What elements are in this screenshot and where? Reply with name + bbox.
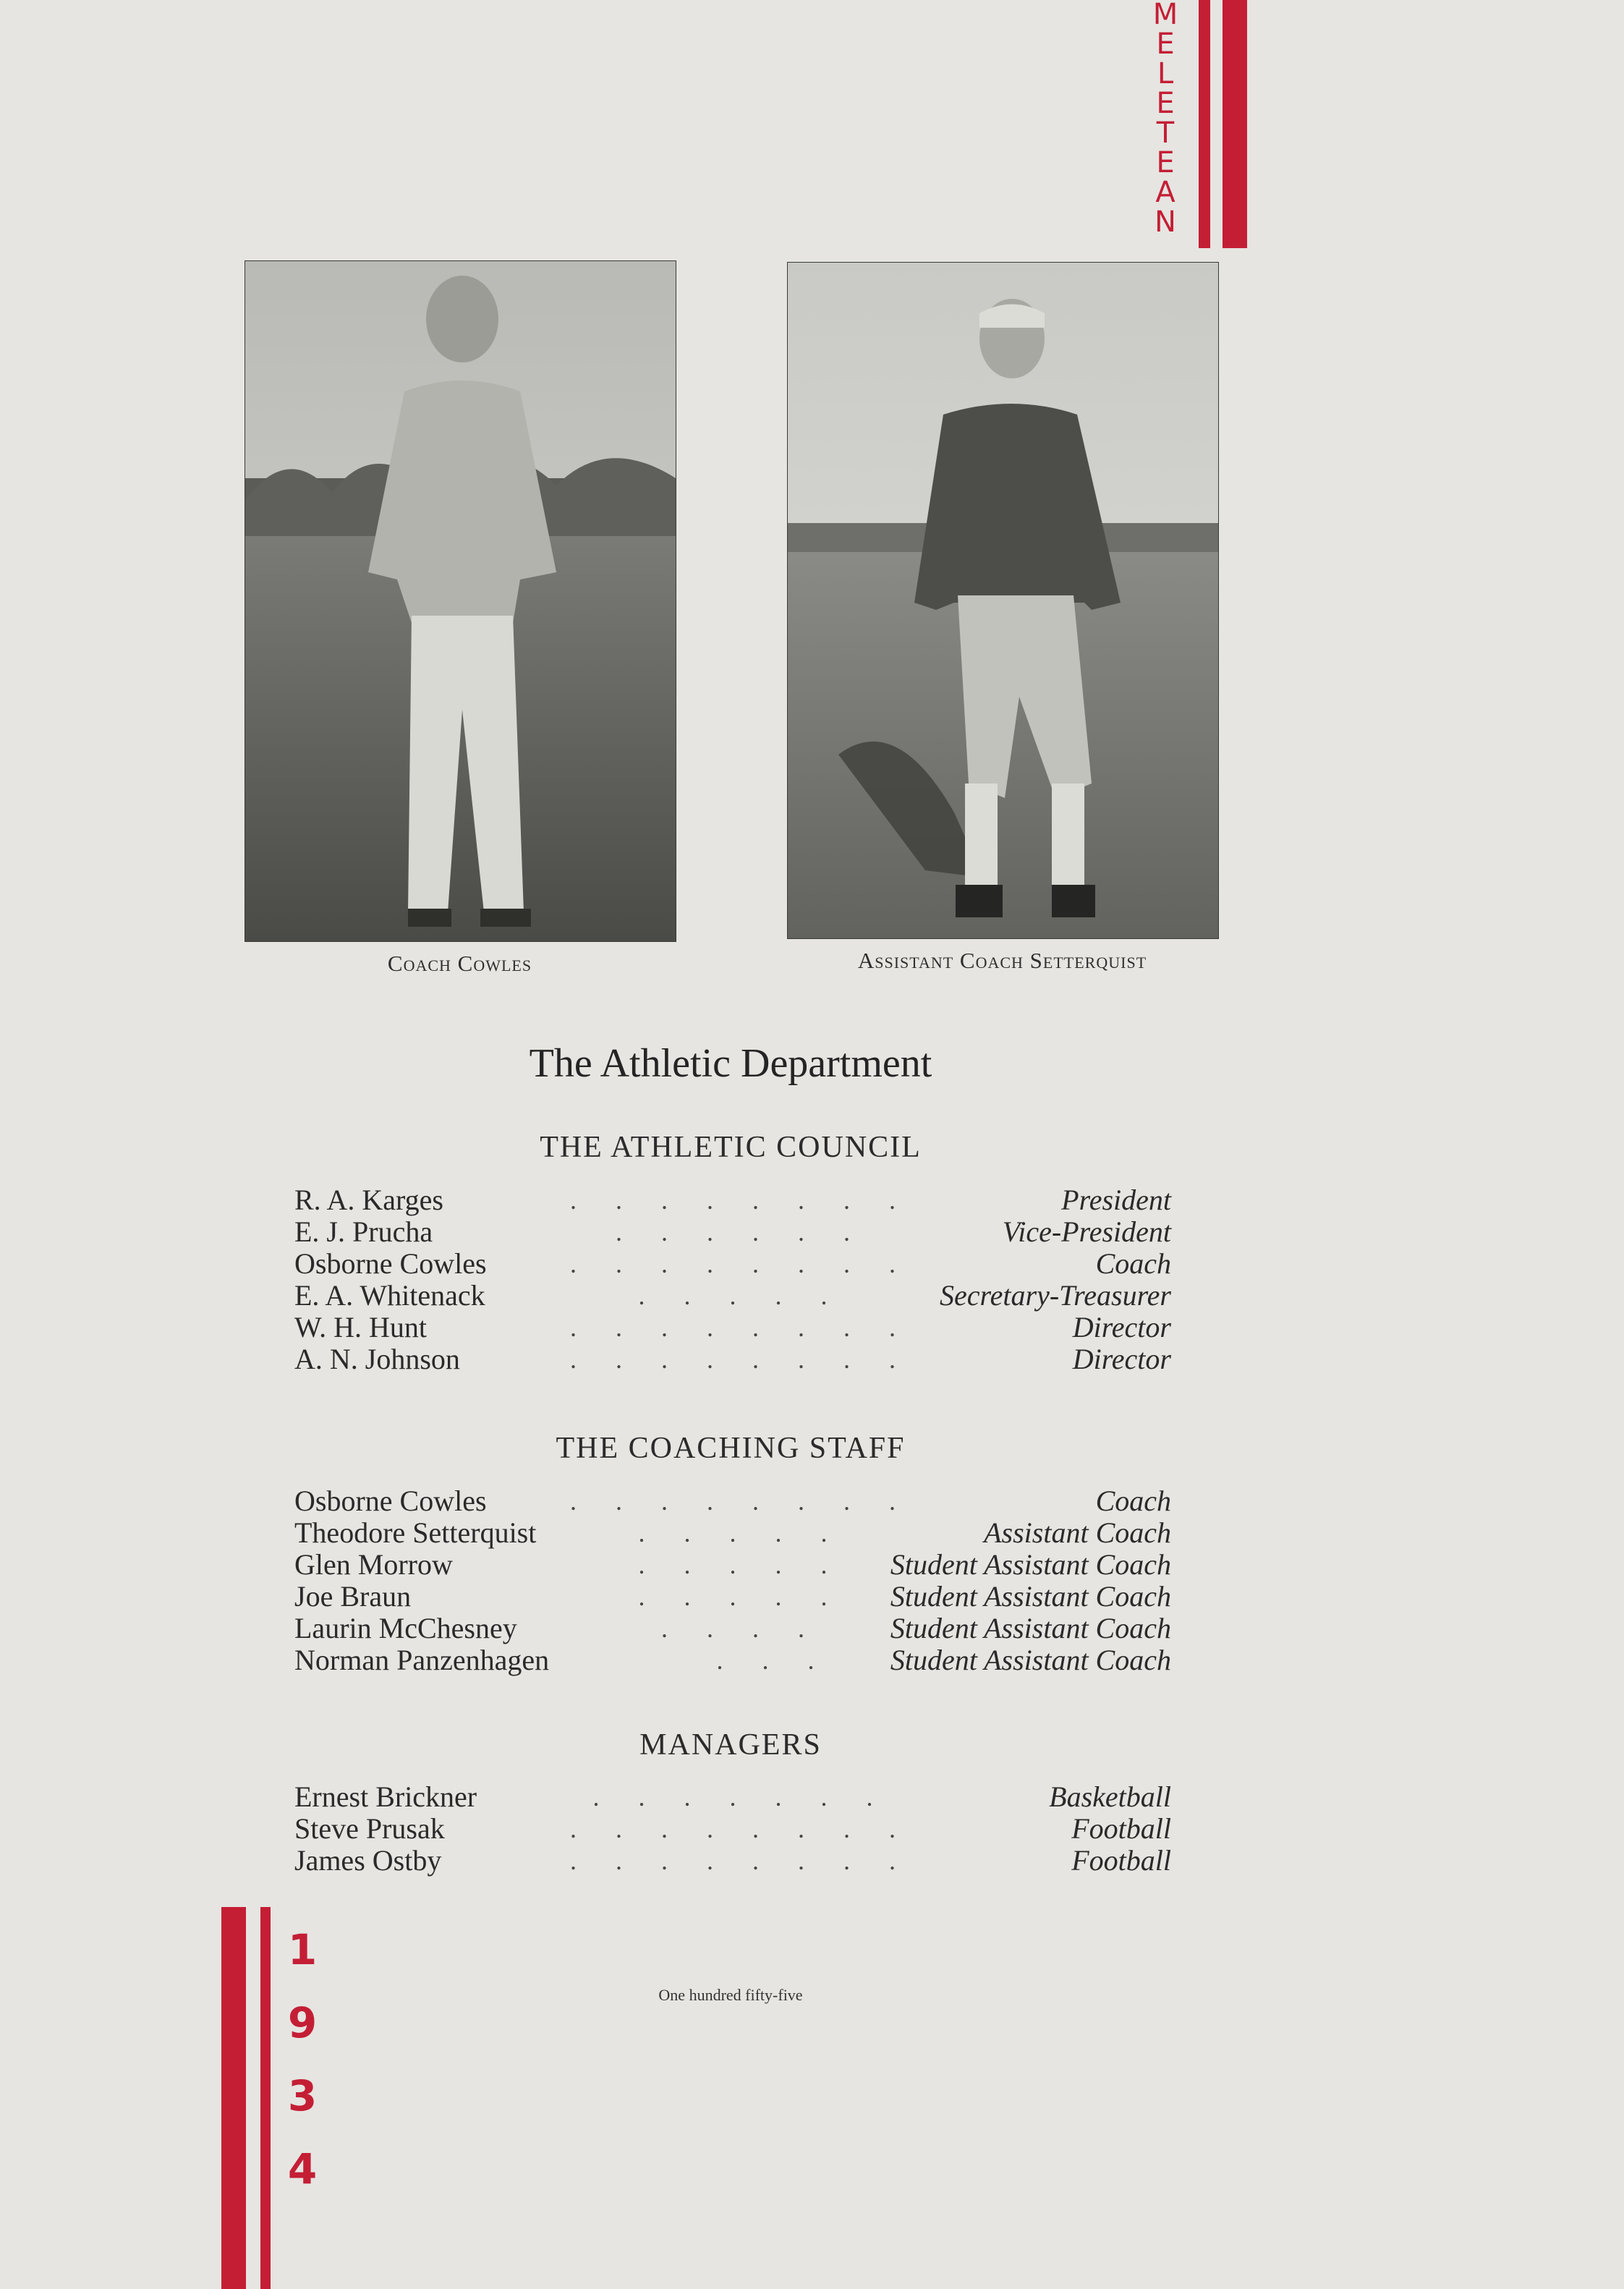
member-name: Glen Morrow xyxy=(294,1548,453,1581)
leader-dots: . . . . . . . . xyxy=(570,1345,896,1374)
member-role: President xyxy=(1061,1184,1171,1216)
member-role: Student Assistant Coach xyxy=(890,1644,1171,1676)
banner-letter: E xyxy=(1156,146,1175,179)
member-name: R. A. Karges xyxy=(294,1184,443,1216)
member-name: A. N. Johnson xyxy=(294,1343,460,1375)
leader-dots: . . . . . . . . xyxy=(570,1313,896,1342)
page-number: One hundred fifty-five xyxy=(658,1986,803,2004)
coach-cowles-photo xyxy=(245,260,676,942)
banner-letter: N xyxy=(1155,205,1176,239)
year-digit: 4 xyxy=(287,2144,318,2194)
page-title: The Athletic Department xyxy=(529,1041,932,1086)
member-role: Coach xyxy=(1095,1247,1171,1280)
list-item xyxy=(294,1845,1171,1877)
meletean-banner xyxy=(1151,0,1180,237)
photo-caption: Assistant Coach Setterquist xyxy=(857,948,1147,973)
year-digit: 1 xyxy=(287,1925,318,1974)
list-item xyxy=(294,1248,1171,1280)
leader-dots: . . . . . . . . xyxy=(570,1846,896,1875)
member-role: Director xyxy=(1072,1343,1171,1375)
member-name: Joe Braun xyxy=(294,1580,412,1613)
member-name: Steve Prusak xyxy=(294,1812,445,1845)
year-digit: 9 xyxy=(287,1998,318,2047)
leader-dots: . . . . . xyxy=(638,1519,828,1547)
leader-dots: . . . . . . . . xyxy=(570,1487,896,1516)
list-item xyxy=(294,1644,1171,1676)
leader-dots: . . . . . . . . xyxy=(570,1186,896,1215)
leader-dots: . . . . . . . xyxy=(592,1783,873,1812)
leader-dots: . . . . . xyxy=(638,1281,828,1310)
bottom-red-bar-thin xyxy=(260,1907,271,2289)
year-digit: 3 xyxy=(287,2071,318,2120)
bottom-red-bar-thick xyxy=(221,1907,246,2289)
section-heading: MANAGERS xyxy=(639,1728,822,1762)
leader-dots: . . . . . . xyxy=(616,1218,850,1247)
top-red-bar-thin xyxy=(1199,0,1210,248)
list-item xyxy=(294,1184,1171,1216)
top-red-bar-thick xyxy=(1223,0,1247,248)
member-name: W. H. Hunt xyxy=(294,1311,427,1343)
member-role: Director xyxy=(1072,1311,1171,1343)
athletic-council-list xyxy=(294,1184,1171,1375)
list-item xyxy=(294,1581,1171,1613)
photo-caption: Coach Cowles xyxy=(387,951,532,976)
list-item xyxy=(294,1312,1171,1343)
section-heading: THE COACHING STAFF xyxy=(556,1432,906,1465)
banner-letter: E xyxy=(1156,27,1175,61)
year-banner xyxy=(281,1914,324,2206)
assistant-coach-image xyxy=(788,263,1218,938)
list-item xyxy=(294,1813,1171,1845)
member-role: Basketball xyxy=(1049,1780,1171,1813)
member-name: Norman Panzenhagen xyxy=(294,1644,550,1676)
leader-dots: . . . . . xyxy=(638,1582,828,1611)
list-item xyxy=(294,1781,1171,1813)
banner-letter: T xyxy=(1156,116,1175,150)
member-role: Coach xyxy=(1095,1485,1171,1517)
banner-letter: E xyxy=(1156,87,1175,120)
member-name: Laurin McChesney xyxy=(294,1612,517,1644)
list-item xyxy=(294,1517,1171,1549)
member-name: James Ostby xyxy=(294,1844,442,1877)
member-role: Assistant Coach xyxy=(984,1516,1171,1549)
member-role: Football xyxy=(1071,1844,1171,1877)
coaching-staff-list xyxy=(294,1485,1171,1676)
member-role: Student Assistant Coach xyxy=(890,1548,1171,1581)
leader-dots: . . . xyxy=(716,1646,815,1675)
list-item xyxy=(294,1549,1171,1581)
assistant-coach-setterquist-photo xyxy=(787,262,1219,939)
member-role: Secretary-Treasurer xyxy=(940,1279,1171,1312)
list-item xyxy=(294,1216,1171,1248)
member-role: Vice-President xyxy=(1002,1215,1171,1248)
list-item xyxy=(294,1613,1171,1644)
coach-cowles-image xyxy=(245,261,676,941)
member-name: E. J. Prucha xyxy=(294,1215,433,1248)
member-name: E. A. Whitenack xyxy=(294,1279,485,1312)
member-role: Football xyxy=(1071,1812,1171,1845)
banner-letter: L xyxy=(1157,57,1174,90)
leader-dots: . . . . xyxy=(661,1614,804,1643)
list-item xyxy=(294,1343,1171,1375)
leader-dots: . . . . . xyxy=(638,1550,828,1579)
banner-letter: A xyxy=(1155,176,1176,209)
member-role: Student Assistant Coach xyxy=(890,1580,1171,1613)
leader-dots: . . . . . . . . xyxy=(570,1814,896,1843)
member-name: Theodore Setterquist xyxy=(294,1516,537,1549)
member-role: Student Assistant Coach xyxy=(890,1612,1171,1644)
member-name: Osborne Cowles xyxy=(294,1247,487,1280)
member-name: Ernest Brickner xyxy=(294,1780,477,1813)
member-name: Osborne Cowles xyxy=(294,1485,487,1517)
managers-list xyxy=(294,1781,1171,1877)
section-heading: THE ATHLETIC COUNCIL xyxy=(540,1131,922,1164)
leader-dots: . . . . . . . . xyxy=(570,1249,896,1278)
list-item xyxy=(294,1280,1171,1312)
banner-letter: M xyxy=(1152,0,1178,31)
list-item xyxy=(294,1485,1171,1517)
